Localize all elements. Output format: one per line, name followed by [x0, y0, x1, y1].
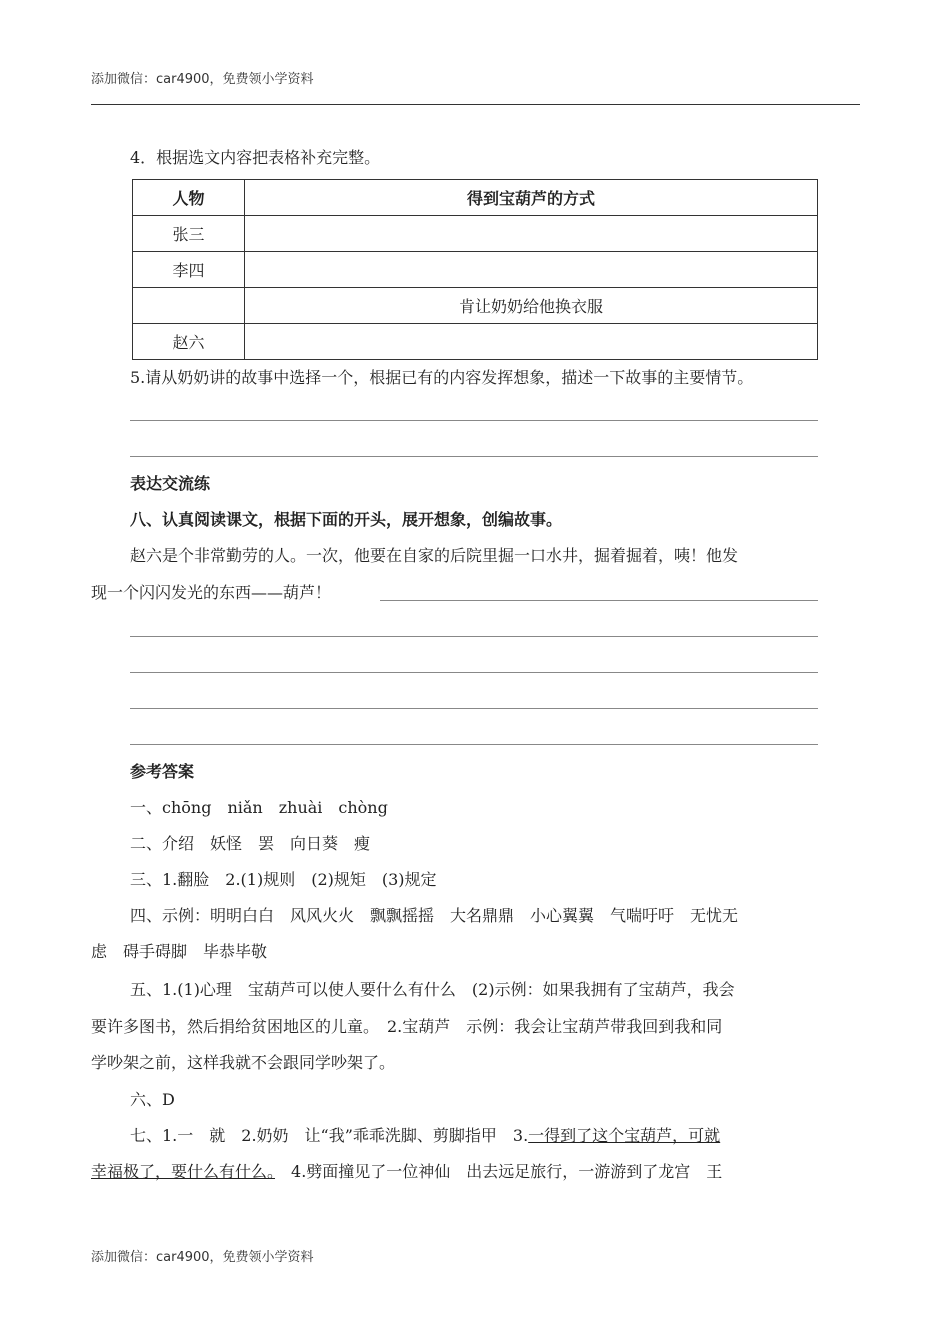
table-cell: 肯让奶奶给他换衣服 — [245, 288, 818, 324]
table-cell: 赵六 — [133, 324, 245, 360]
answer-blank-line — [130, 456, 818, 457]
answer-3: 三、1.翻脸 2.(1)规则 (2)规矩 (3)规定 — [130, 870, 437, 889]
answer-blank-line — [130, 708, 818, 709]
table-header-cell: 人物 — [133, 180, 245, 216]
answer-blank-line — [130, 744, 818, 745]
table-row — [133, 252, 818, 288]
header-divider — [91, 104, 860, 105]
table-cell — [245, 216, 818, 252]
q5-prompt: 5.请从奶奶讲的故事中选择一个，根据已有的内容发挥想象，描述一下故事的主要情节。 — [130, 368, 754, 387]
table-cell — [133, 288, 245, 324]
table-row — [133, 216, 818, 252]
page-footer: 添加微信：car4900，免费领小学资料 — [91, 1250, 314, 1265]
q4-table — [132, 179, 818, 360]
table-header-row — [133, 180, 818, 216]
table-row — [133, 324, 818, 360]
answer-blank-line — [130, 420, 818, 421]
answer-blank-line — [380, 600, 818, 601]
answer-4-line2: 虑 碍手碍脚 毕恭毕敬 — [91, 942, 268, 961]
table-row — [133, 288, 818, 324]
answers-title: 参考答案 — [130, 762, 195, 781]
story-opening-line2: 现一个闪闪发光的东西——葫芦！ — [91, 583, 332, 602]
story-opening-line1: 赵六是个非常勤劳的人。一次，他要在自家的后院里掘一口水井，掘着掘着，咦！他发 — [130, 546, 739, 565]
table-cell: 李四 — [133, 252, 245, 288]
answer-7-underlined: 幸福极了，要什么有什么。 — [91, 1162, 276, 1181]
q4-prompt: 4．根据选文内容把表格补充完整。 — [130, 148, 381, 167]
table-cell: 张三 — [133, 216, 245, 252]
table-cell — [245, 324, 818, 360]
section-title: 表达交流练 — [130, 474, 211, 493]
answer-4-line1: 四、示例：明明白白 风风火火 飘飘摇摇 大名鼎鼎 小心翼翼 气喘吁吁 无忧无 — [130, 906, 739, 925]
answer-7-text: 4.劈面撞见了一位神仙 出去远足旅行，一游游到了龙宫 王 — [275, 1162, 723, 1181]
answer-7-underlined: 一得到了这个宝葫芦，可就 — [528, 1126, 721, 1145]
answer-2: 二、介绍 妖怪 罢 向日葵 瘦 — [130, 834, 371, 853]
answer-5-line2: 要许多图书，然后捐给贫困地区的儿童。 2.宝葫芦 示例：我会让宝葫芦带我回到我和同 — [91, 1017, 723, 1036]
answer-6: 六、D — [130, 1090, 175, 1109]
section-task: 八、认真阅读课文，根据下面的开头，展开想象，创编故事。 — [130, 510, 563, 529]
answer-7-line2 — [91, 1162, 722, 1182]
answer-1: 一、chōng niǎn zhuài chòng — [130, 798, 388, 817]
page-header: 添加微信：car4900，免费领小学资料 — [91, 72, 314, 87]
answer-blank-line — [130, 672, 818, 673]
answer-7-line1 — [130, 1126, 720, 1146]
table-cell — [245, 252, 818, 288]
table-header-cell: 得到宝葫芦的方式 — [245, 180, 818, 216]
answer-7-text: 七、1.一 就 2.奶奶 让“我”乖乖洗脚、剪脚指甲 3. — [130, 1126, 529, 1145]
answer-5-line3: 学吵架之前，这样我就不会跟同学吵架了。 — [91, 1053, 396, 1072]
answer-blank-line — [130, 636, 818, 637]
answer-5-line1: 五、1.(1)心理 宝葫芦可以使人要什么有什么 (2)示例：如果我拥有了宝葫芦，我会 — [130, 980, 735, 999]
